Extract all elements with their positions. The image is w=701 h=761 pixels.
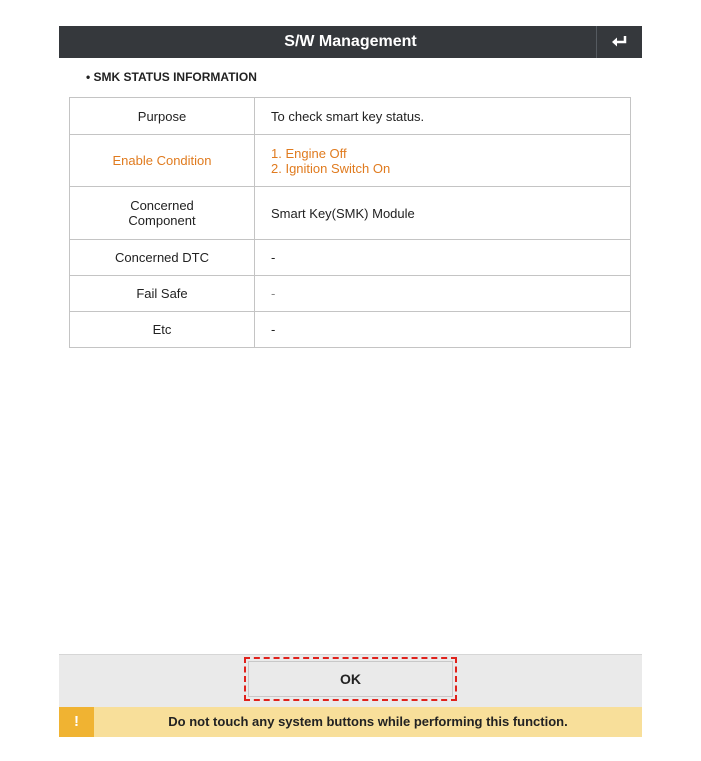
row-label	[70, 187, 255, 240]
ok-button[interactable]: OK	[248, 661, 453, 697]
row-value: -	[255, 276, 631, 312]
table-row	[70, 240, 631, 276]
warning-bar	[59, 707, 642, 737]
row-value	[255, 135, 631, 187]
footer-bar	[59, 654, 642, 707]
row-label: Fail Safe	[70, 276, 255, 312]
row-label: Etc	[70, 312, 255, 348]
table-row	[70, 187, 631, 240]
return-arrow-icon	[611, 34, 629, 50]
row-value: -	[255, 240, 631, 276]
table-row	[70, 312, 631, 348]
condition-line: 2. Ignition Switch On	[271, 160, 391, 176]
back-button[interactable]	[596, 26, 642, 58]
row-label: Enable Condition	[70, 135, 255, 187]
title-bar	[59, 26, 642, 58]
warning-exclamation-icon: !	[59, 707, 94, 737]
table-row	[70, 276, 631, 312]
row-value: Smart Key(SMK) Module	[255, 187, 631, 240]
info-table	[69, 97, 631, 348]
label-line: Component	[128, 213, 196, 228]
row-value: To check smart key status.	[255, 98, 631, 135]
row-value: -	[255, 312, 631, 348]
table-row	[70, 98, 631, 135]
label-line: Concerned	[130, 198, 194, 213]
section-title: • SMK STATUS INFORMATION	[86, 70, 257, 84]
warning-text: Do not touch any system buttons while performing this function.	[168, 714, 568, 729]
page-title: S/W Management	[284, 33, 417, 50]
table-row	[70, 135, 631, 187]
row-label: Concerned DTC	[70, 240, 255, 276]
row-label: Purpose	[70, 98, 255, 135]
condition-line: 1. Engine Off	[271, 145, 347, 161]
